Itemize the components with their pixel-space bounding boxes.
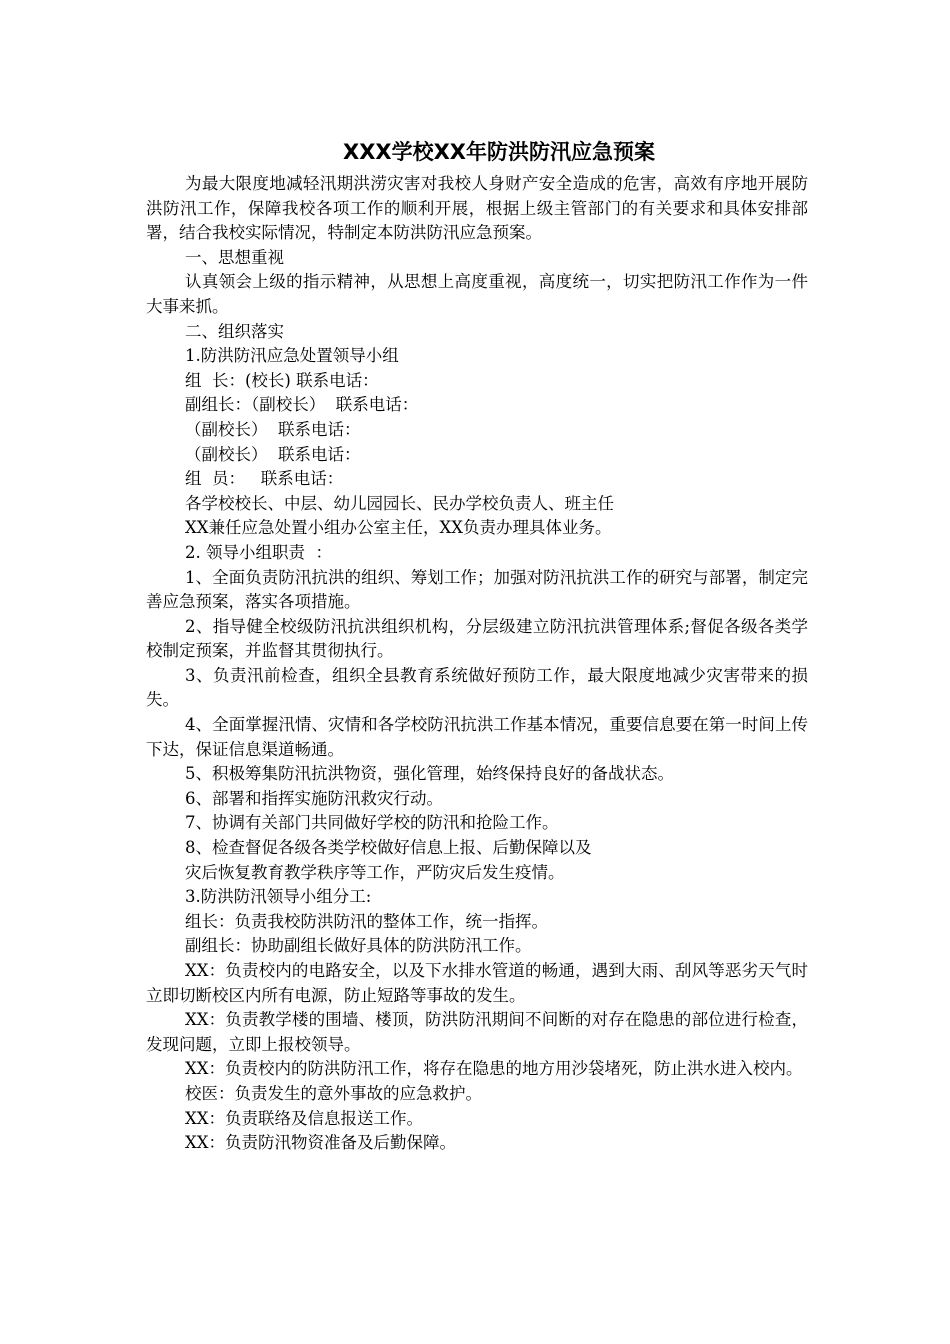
paragraph: XX：负责校内的防洪防汛工作，将存在隐患的地方用沙袋堵死，防止洪水进入校内。 <box>185 1059 803 1079</box>
paragraph: XX：负责教学楼的围墙、楼顶，防洪防汛期间不间断的对存在隐患的部位进行检查，发现问题，立即上报校领导。 <box>146 1010 808 1054</box>
paragraph: XX：负责联络及信息报送工作。 <box>185 1108 423 1128</box>
document-title: XXX学校XX年防洪防汛应急预案 <box>343 140 655 164</box>
document-body <box>146 172 808 1156</box>
paragraph: XX兼任应急处置小组办公室主任，XX负责办理具体业务。 <box>185 518 612 538</box>
paragraph: 二、组织落实 <box>185 321 284 341</box>
paragraph: 组 员： 联系电话： <box>185 469 344 489</box>
paragraph: XX：负责防汛物资准备及后勤保障。 <box>185 1133 456 1153</box>
paragraph: 为最大限度地减轻汛期洪涝灾害对我校人身财产安全造成的危害，高效有序地开展防洪防汛工作，保障我校各项工作的顺利开展，根据上级主管部门的有关要求和具体安排部署，结合我校实际情况，特制定本防洪防汛应急预案。 <box>146 174 808 243</box>
paragraph: 2、指导健全校级防汛抗洪组织机构，分层级建立防汛抗洪管理体系;督促各级各类学校制定预案，并监督其贯彻执行。 <box>146 616 808 661</box>
paragraph: 组长：负责我校防洪防汛的整体工作，统一指挥。 <box>185 911 548 931</box>
paragraph: 1、全面负责防汛抗洪的组织、筹划工作；加强对防汛抗洪工作的研究与部署，制定完善应急预案，落实各项措施。 <box>146 567 808 612</box>
paragraph: 8、检查督促各级各类学校做好信息上报、后勤保障以及 <box>185 838 592 858</box>
paragraph: （副校长） 联系电话： <box>185 419 361 439</box>
paragraph: 1.防洪防汛应急处置领导小组 <box>185 346 399 366</box>
paragraph: 副组长：（副校长） 联系电话： <box>185 395 419 415</box>
paragraph: 各学校校长、中层、幼儿园园长、民办学校负责人、班主任 <box>185 493 614 513</box>
paragraph: （副校长） 联系电话： <box>185 444 361 464</box>
paragraph: 一、思想重视 <box>185 247 284 267</box>
paragraph: 副组长：协助副组长做好具体的防洪防汛工作。 <box>185 936 532 956</box>
paragraph: 3.防洪防汛领导小组分工: <box>185 887 372 907</box>
document-page <box>146 138 808 1156</box>
paragraph: 5、积极筹集防汛抗洪物资，强化管理，始终保持良好的备战状态。 <box>185 764 674 784</box>
paragraph: XX：负责校内的电路安全，以及下水排水管道的畅通，遇到大雨、刮风等恶劣天气时立即切断校区内所有电源，防止短路等事故的发生。 <box>146 961 808 1005</box>
paragraph: 认真领会上级的指示精神，从思想上高度重视，高度统一，切实把防汛工作作为一件大事来抓。 <box>146 272 808 316</box>
paragraph: 灾后恢复教育教学秩序等工作，严防灾后发生疫情。 <box>185 862 565 882</box>
paragraph: 3、负责汛前检查，组织全县教育系统做好预防工作，最大限度地减少灾害带来的损失。 <box>146 665 808 710</box>
paragraph: 2. 领导小组职责 ： <box>185 542 332 562</box>
paragraph: 6、部署和指挥实施防汛救灾行动。 <box>185 788 443 808</box>
paragraph: 4、全面掌握汛情、灾情和各学校防汛抗洪工作基本情况，重要信息要在第一时间上传下达，保证信息渠道畅通。 <box>146 715 808 759</box>
paragraph: 7、协调有关部门共同做好学校的防汛和抢险工作。 <box>185 813 559 833</box>
paragraph: 组 长：(校长) 联系电话： <box>185 370 379 390</box>
paragraph: 校医：负责发生的意外事故的应急救护。 <box>185 1083 482 1103</box>
